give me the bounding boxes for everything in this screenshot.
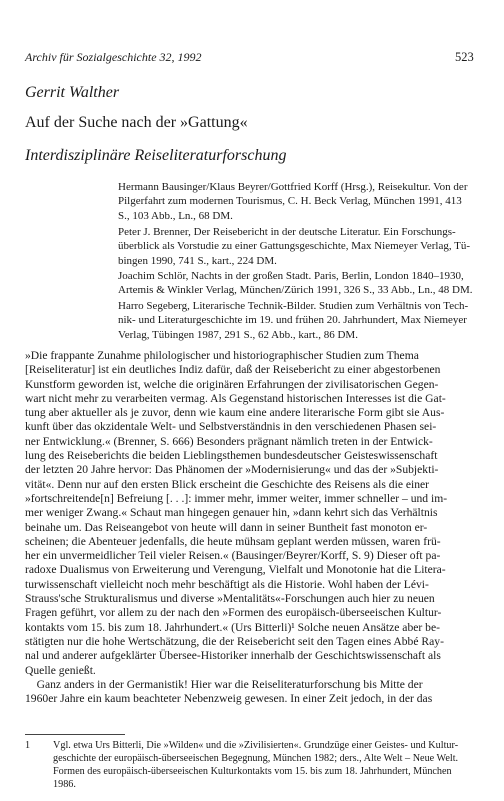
article-title: Auf der Suche nach der »Gattung« — [25, 114, 248, 131]
body-line: »Die frappante Zunahme philologischer und historiographischer Studien zum Thema — [25, 349, 419, 362]
reference-line: Peter J. Brenner, Der Reisebericht in der deutsche Literatur. Ein Forschungs- — [118, 226, 456, 238]
body-line: turwissenschaft vielleicht noch mehr beschäftigt als die Historie. Wohl haben der Lévi- — [25, 577, 429, 591]
reference-line: Harro Segeberg, Literarische Technik-Bilder. Studien zum Verhältnis von Tech- — [118, 300, 469, 312]
footnote-line: Formen des europäisch-überseeischen Kulturkontakts vom 15. bis zum 18. Jahrhundert, München — [53, 766, 452, 777]
body-line: kunft über das okzidentale Welt- und Selbstverständnis in den verschiedenen Phasen sei- — [25, 420, 437, 434]
body-line: kontakts vom 15. bis zum 18. Jahrhundert.« (Urs Bitterli)¹ Solche neuen Ansätze aber be- — [25, 620, 440, 634]
body-line: Ganz anders in der Germanistik! Hier war die Reiseliteraturforschung bis Mitte der — [25, 677, 423, 691]
reference-line: S., 103 Abb., Ln., 68 DM. — [118, 209, 233, 222]
reference-line: Artemis & Winkler Verlag, München/Zürich 1991, 326 S., 33 Abb., Ln., 48 DM. — [118, 284, 473, 297]
reference-line: überblick als Vorstudie zu einer Gattungsgeschichte, Max Niemeyer Verlag, Tü- — [118, 240, 471, 253]
body-line: lung des Reiseberichts die beiden Lieblingsthemen bundesdeutscher Geisteswissenschaft — [25, 449, 438, 463]
reference-line: Pilgerfahrt zum modernen Tourismus, C. H. Beck Verlag, München 1991, 413 — [118, 195, 462, 208]
body-line: ner Entwicklung.« (Brenner, S. 666) Besonders prägnant nämlich treten in der Entwick- — [25, 434, 433, 448]
article-subtitle: Interdisziplinäre Reiseliteraturforschung — [25, 147, 287, 164]
reference-line: nik- und Literaturgeschichte im 19. und frühen 20. Jahrhundert, Max Niemeyer — [118, 314, 467, 327]
body-line: [Reiseliteratur] ist ein deutliches Indiz dafür, daß der Reisebericht zu einer abgestorbenen — [25, 363, 441, 377]
body-line: der letzten 20 Jahre hervor: Das Phänomen der »Modernisierung« und das der »Subjekti- — [25, 463, 439, 477]
page-number: 523 — [455, 50, 474, 64]
body-text — [25, 349, 465, 706]
body-line: Quelle genießt. — [25, 663, 96, 677]
footnote-divider — [25, 734, 125, 735]
footnote-line: Vgl. etwa Urs Bitterli, Die »Wilden« und die »Zivilisierten«. Grundzüge einer Geistes- und Kultur- — [53, 740, 459, 751]
body-line: 1960er Jahre ein kaum beachteter Nebenzweig gewesen. In einer Zeit jedoch, in der das — [25, 692, 433, 706]
body-line: beinahe um. Das Reiseangebot von heute will dann in seiner Buntheit fast monoton er- — [25, 520, 428, 534]
reference-entry — [118, 180, 468, 223]
body-line: Fragen geführt, vor allem zu der nach den »Formen des europäisch-überseeischen Kultur- — [25, 606, 442, 620]
reference-line: Joachim Schlör, Nachts in der großen Stadt. Paris, Berlin, London 1840–1930, — [118, 270, 464, 282]
body-line: wart nicht mehr zu verarbeiten vermag. Als Gegenstand historischen Interesses ist die Gat- — [25, 391, 446, 405]
reference-line: Verlag, Tübingen 1987, 291 S., 62 Abb., kart., 86 DM. — [118, 328, 358, 341]
journal-header: Archiv für Sozialgeschichte 32, 1992 — [25, 50, 202, 64]
reference-line: Hermann Bausinger/Klaus Beyrer/Gottfried Korff (Hrsg.), Reisekultur. Von der — [118, 181, 468, 193]
body-line: stätigten nur die hohe Wertschätzung, die der Reisebericht seit den Tagen eines Abbé Ray- — [25, 634, 444, 648]
footnote-line: geschichte der europäisch-überseeischen Begegnung, München 1982; ders., Alte Welt – Neue Welt. — [53, 753, 459, 764]
body-line: mer weniger Zwang.« Schaut man hingegen genauer hin, »dann kehrt sich das Verhältnis — [25, 506, 438, 520]
body-line: radoxe Dualismus von Erweiterung und Verengung, Vielfalt und Monotonie hat die Litera- — [25, 563, 446, 577]
body-line: tung aber aktueller als je zuvor, denn wie kaum eine andere literarische Form gibt sie Aus- — [25, 406, 445, 420]
body-line: her ein unvermeidlicher Teil vieler Reisen.« (Bausinger/Beyrer/Korff, S. 9) Dieser oft pa- — [25, 549, 441, 563]
body-line: vität«. Denn nur auf den ersten Blick erscheint die Geschichte des Reisens als die einer — [25, 477, 430, 491]
reference-entry — [118, 269, 473, 298]
body-line: Strauss'sche Strukturalismus und diverse »Mentalitäts«-Forschungen auch hier zu neuen — [25, 592, 435, 606]
reference-entry — [118, 299, 469, 342]
article-author: Gerrit Walther — [25, 84, 120, 101]
footnote-number: 1 — [25, 740, 31, 751]
body-line: Kunstform geworden ist, welche die originären Erfahrungen der zivilisatorischen Gegen- — [25, 377, 439, 391]
reference-line: bingen 1990, 741 S., kart., 224 DM. — [118, 254, 277, 267]
body-line: nal und anderer aufgeklärter Übersee-Historiker innerhalb der Geschichtswissenschaft als — [25, 649, 441, 663]
reference-entry — [118, 225, 471, 268]
footnote-line: 1986. — [53, 779, 76, 790]
body-line: »fortschreitende[n] Befreiung [. . .]: immer mehr, immer weiter, immer schneller – und im- — [25, 491, 448, 505]
body-line: scheinen; die Abenteuer jedenfalls, die heute mühsam geplant werden müssen, waren frü- — [25, 534, 441, 548]
